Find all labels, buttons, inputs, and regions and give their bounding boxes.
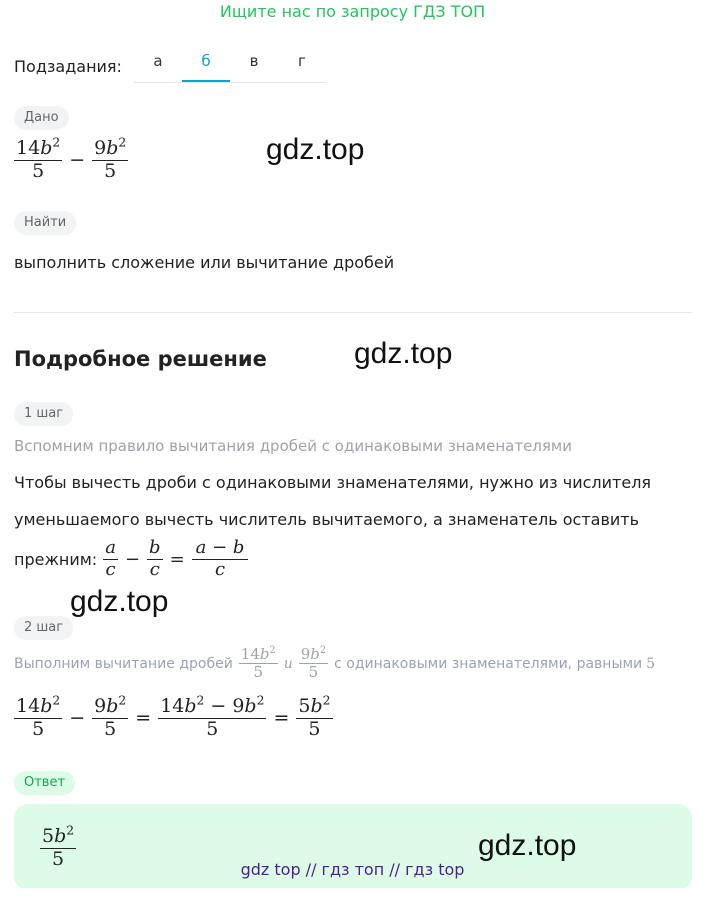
- answer-badge: Ответ: [14, 771, 75, 795]
- watermark-4: gdz.top: [478, 829, 577, 862]
- step-1-line-3: прежним:: [14, 549, 98, 569]
- given-expression: $\frac{14b^2}{5}$ − $\frac{9b^2}{5}$: [16, 135, 127, 182]
- solution-title: Подробное решение: [14, 347, 267, 371]
- given-fraction-1: $\frac{14b^2}{5}$: [16, 135, 61, 182]
- given-fraction-2: $\frac{9b^2}{5}$: [94, 135, 127, 182]
- find-text: выполнить сложение или вычитание дробей: [14, 253, 395, 272]
- step-1-hint: Вспомним правило вычитания дробей с одинаковыми знаменателями: [14, 437, 572, 455]
- tab-v[interactable]: в: [249, 52, 259, 70]
- step-1-line-2: уменьшаемого вычесть числитель вычитаемого, а знаменатель оставить: [14, 510, 640, 529]
- step-2-badge: 2 шаг: [14, 616, 73, 640]
- step-1-badge: 1 шаг: [14, 402, 73, 426]
- given-badge: Дано: [14, 106, 69, 130]
- search-banner: Ищите нас по запросу ГДЗ ТОП: [219, 2, 486, 21]
- step-2-hint: Выполним вычитание дробей $\frac{14b^2}{5}$ и $\frac{9b^2}{5}$ с одинаковыми знаменателями, равными 5: [14, 645, 656, 682]
- subtask-tabs: [134, 50, 326, 83]
- answer-fraction: $\frac{5b^2}{5}$: [42, 823, 75, 870]
- footer-links[interactable]: gdz top // гдз топ // гдз top: [240, 860, 465, 879]
- find-badge: Найти: [14, 211, 76, 235]
- tab-g[interactable]: г: [298, 52, 306, 70]
- step-2-computation: $\frac{14b^2}{5}$ − $\frac{9b^2}{5}$ = $\frac{14b^2 - 9b^2}{5}$ = $\frac{5b^2}{5}$: [16, 693, 331, 740]
- step-1-rule: [14, 538, 248, 580]
- subtasks-label: Подзадания:: [14, 57, 122, 76]
- watermark-1: gdz.top: [266, 133, 365, 166]
- watermark-2: gdz.top: [354, 337, 453, 370]
- step-1-line-1: Чтобы вычесть дроби с одинаковыми знаменателями, нужно из числителя: [14, 473, 652, 492]
- footer-background: [0, 888, 705, 915]
- subtraction-rule-formula: $\frac{a}{c}$ − $\frac{b}{c}$ = $\frac{a - b}{c}$: [103, 538, 248, 580]
- divider: [14, 312, 692, 313]
- watermark-3: gdz.top: [70, 585, 169, 618]
- tab-b[interactable]: б: [182, 50, 230, 82]
- subtask-selector: [14, 50, 326, 83]
- tab-a[interactable]: а: [153, 52, 163, 70]
